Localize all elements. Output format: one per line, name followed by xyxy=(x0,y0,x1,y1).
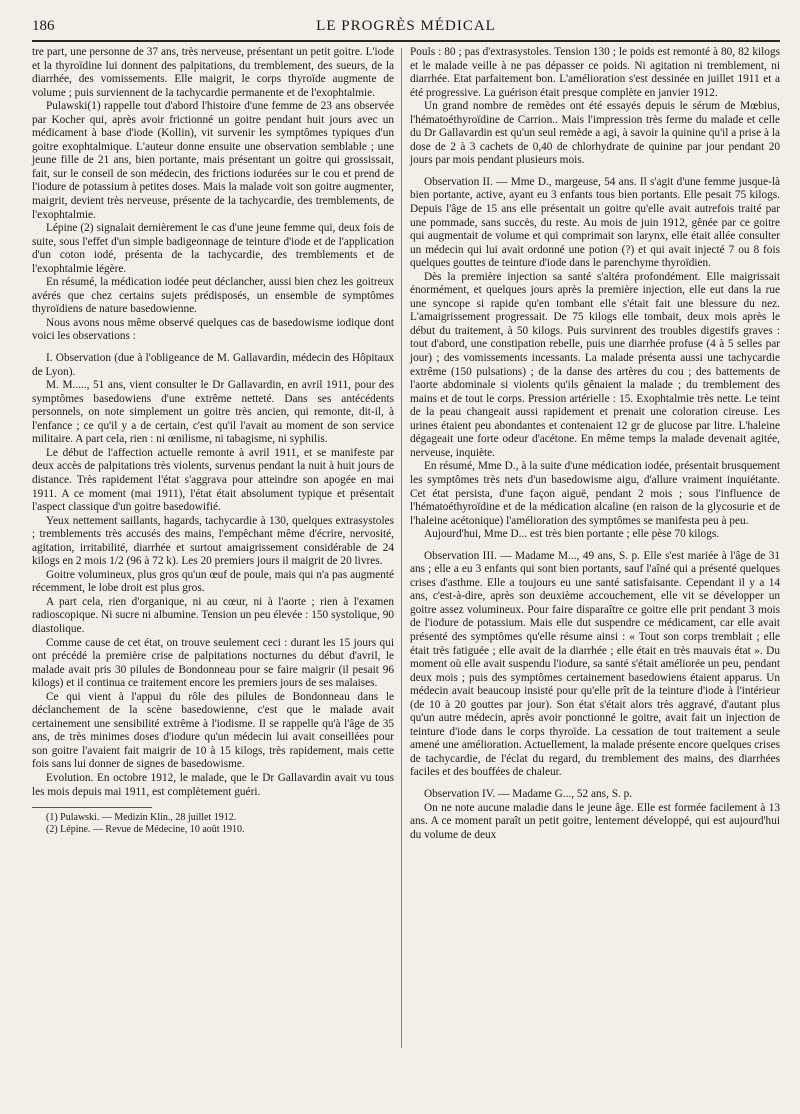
observation-2-heading: Observation II. — Mme D., margeuse, 54 ans. Il s'agit d'une femme jusque-là bien portante, active, ayant eu 3 enfants tous bien portants. Elle pesait 75 kilogs. Depuis l'âge de 15 ans elle présentait un goitre qu'elle avait autrefois traité par une pommade, sans succès, du reste. Au mois de juin 1912, gênée par ce goitre qui augmentait de volume et qui comprimait son larynx, elle était allée consulter un médecin qui lui avait ordonné une potion (?) et qui avait injecté 7 ou 8 fois quelques gouttes de teinture d'iode dans le parenchyme thyroïdien. xyxy=(410,175,780,270)
paragraph: Le début de l'affection actuelle remonte à avril 1911, et se manifeste par deux accès de palpitations très violents, survenus pendant la nuit à huit jours de distance. Très rapidement l'état s'aggrava pour atteindre son apogée en mai 1911. A ce moment (mai 1911), l'état était absolument typique et présentait l'aspect classique d'un goitre basedowifié. xyxy=(32,446,394,514)
paragraph: Yeux nettement saillants, hagards, tachycardie à 130, quelques extrasystoles ; tremblements très accusés des mains, l'empêchant même d'écrire, nervosité, agitation, irritabilité, diarrhée et surtout amaigrissement considérable de 24 kilogs en 2 mois 1/2 (96 à 72 k). Les 20 premiers jours il maigrit de 20 livres. xyxy=(32,514,394,568)
paragraph: En résumé, Mme D., à la suite d'une médication iodée, présentait brusquement les symptômes très nets d'un basedowisme aigu, d'allure vraiment inquiétante. Cet état persista, d'une façon aiguë, pendant 2 mois ; sous l'influence de l'hématoéthyroïdine et de la médication alcaline (en raison de la glycosurie et de l'haleine acétonique) l'amélioration des symptômes se manifesta peu à peu. xyxy=(410,460,780,527)
paragraph: Un grand nombre de remèdes ont été essayés depuis le sérum de Mœbius, l'hématoéthyroïdine de Carrion.. Mais l'impression très ferme du malade et celle du Dr Gallavardin est qu'un seul remède a agi, à savoir la quinine qu'il a prise à la dose de 2 à 3 cachets de 0,40 de chlorhydrate de quinine par jour pendant 20 jours par mois pendant plusieurs mois. xyxy=(410,100,780,167)
paragraph: tre part, une personne de 37 ans, très nerveuse, présentant un petit goitre. L'iode et la thyroïdine lui donnent des palpitations, du tremblement, des sueurs, de la diarrhée, des vomissements. Elle maigrit, le corps thyroïde augmente de volume ; puis surviennent de la tachycardie permanente et de l'exophtalmie. xyxy=(32,46,394,99)
paragraph: Dès la première injection sa santé s'altéra profondément. Elle maigrissait énormément, et quelques jours après la première injection, elle eut dans la rue une syncope si rapide qu'en tombant elle s'était fait une blessure du nez. L'amaigrissement progressait. De 75 kilogs elle tombait, deux mois après le début du traitement, à 50 kilogs. Puis survinrent des troubles digestifs graves : tout d'abord, une constipation rebelle, puis une diarrhée profuse (4 à 5 selles par jour) ; des vomissements incessants. La malade présenta aussi une tachycardie extrême (150 pulsations) ; de la danse des artères du cou ; des battements de l'aorte abdominale si violents qu'ils gênaient la malade ; du tremblement des mains et de tout le corps. Pression artérielle : 15. Exophtalmie très nette. Le teint de la peau changeait aussi rapidement et prenait une coloration cireuse. Les urines étaient peu abondantes et contenaient 12 gr de glucose par litre. L'haleine dégageait une forte odeur d'acétone. En même temps la malade devenait agitée, nerveuse, inquiète. xyxy=(410,270,780,459)
observation-1-heading: I. Observation (due à l'obligeance de M. Gallavardin, médecin des Hôpitaux de Lyon). xyxy=(32,352,394,378)
paragraph: En résumé, la médication iodée peut déclancher, aussi bien chez les goitreux avérés que chez certains sujets prédisposés, un ensemble de symptômes thyroïdiens de nature basedowienne. xyxy=(32,276,394,316)
observation-4-heading: Observation IV. — Madame G..., 52 ans, S. p. xyxy=(424,787,633,800)
right-column xyxy=(410,46,780,842)
paragraph: Aujourd'hui, Mme D... est très bien portante ; elle pèse 70 kilogs. xyxy=(424,528,720,541)
footnote: (2) Lépine. — Revue de Médecine, 10 août 1910. xyxy=(46,824,245,836)
page-number: 186 xyxy=(32,18,55,34)
journal-title: LE PROGRÈS MÉDICAL xyxy=(316,18,496,34)
paragraph: Ce qui vient à l'appui du rôle des pilules de Bondonneau dans le déclanchement de la scène basedowienne, c'est que le malade avait certainement une sensibilité extrême à l'iodisme. Il se rappelle qu'à l'âge de 35 ans, de très minimes doses d'iodure qu'un médecin lui avait conseillées pour son goitre l'avaient fait maigrir de 10 à 15 kilogs, très rapidement, mais cette fois sans lui donner de signes de basedowisme. xyxy=(32,690,394,771)
paragraph: Pulawski(1) rappelle tout d'abord l'histoire d'une femme de 23 ans observée par Kocher qui, après avoir frictionné un goitre pendant huit jours avec un médicament à base d'iode (Kollin), vit survenir les symptômes typiques d'un goitre exophtalmique. L'auteur donne ensuite une observation semblable ; une jeune fille de 21 ans, bien portante, mais présentant un goitre qui grossissait, fait, sur le conseil de son médecin, des frictions iodurées sur le cou et prend de l'iodure de potassium à petites doses. Mais la malade voit son goitre augmenter, maigrit, devient très nerveuse, présente de la tachycardie, des tremblements, de l'exophtalmie. xyxy=(32,100,394,221)
footnotes xyxy=(32,812,394,836)
column-divider xyxy=(401,48,402,1048)
paragraph: Lépine (2) signalait dernièrement le cas d'une jeune femme qui, deux fois de suite, sous l'effet d'un simple badigeonnage de teinture d'iode et de l'application d'un coton iodé, présenta de la tachycardie, des tremblements et de l'exophtalmie légère. xyxy=(32,222,394,275)
paragraph: Nous avons nous même observé quelques cas de basedowisme iodique dont voici les observations : xyxy=(32,316,394,343)
paragraph: Pouls : 80 ; pas d'extrasystoles. Tension 130 ; le poids est remonté à 80, 82 kilogs et le malade veille à ne pas dépasser ce poids. Ni agitation ni tremblement, ni diarrhée. Etat parfaitement bon. L'amélioration s'est dessinée en juillet 1911 et a été progressive. La guérison était presque complète en janvier 1912. xyxy=(410,46,780,99)
paragraph: Goitre volumineux, plus gros qu'un œuf de poule, mais qui n'a pas augmenté récemment, le lobe droit est plus gros. xyxy=(32,568,394,595)
footnote-rule xyxy=(32,807,152,808)
footnote: (1) Pulawski. — Medizin Klin., 28 juillet 1912. xyxy=(46,812,237,824)
paragraph: Evolution. En octobre 1912, le malade, que le Dr Gallavardin avait vu tous les mois depuis mai 1911, est complètement guéri. xyxy=(32,771,394,798)
paragraph: On ne note aucune maladie dans le jeune âge. Elle est formée facilement à 13 ans. A ce moment paraît un petit goitre, lentement développé, qui est aujourd'hui du volume de deux xyxy=(410,801,780,841)
page-header xyxy=(32,18,780,42)
paragraph: A part cela, rien d'organique, ni au cœur, ni à l'aorte ; rien à l'examen radioscopique. Ni sucre ni albumine. Tension un peu élevée : 150 systolique, 90 diastolique. xyxy=(32,595,394,635)
observation-3-heading: Observation III. — Madame M..., 49 ans, S. p. Elle s'est mariée à l'âge de 31 ans ; elle a eu 3 enfants qui sont bien portants, sauf l'aîné qui a présenté quelques crises d'asthme. Elle a toujours eu une santé satisfaisante. Cependant il y a 14 ans, c'est-à-dire, après son deuxième accouchement, elle vit se développer un goitre assez volumineux. Pour faire disparaître ce goitre elle prit pendant 3 mois de l'iodure de potassium. Mais elle dut suspendre ce médicament, car elle avait présenté des symptômes qu'elle résume ainsi : « Tout son corps tremblait ; elle était très fatiguée ; elle avait de la diarrhée ; elle était en très mauvais état ». Du moment où elle avait suspendu l'iodure, sa santé s'était améliorée un peu, pendant deux mois ; puis des symptômes certainement basedowiens étaient apparus. Un médecin avait beaucoup insisté pour qu'elle prît de la teinture d'iode à l'intérieur (de 10 à 20 gouttes par jour). Son état s'était alors très aggravé, d'autant plus qu'un autre médecin, après avoir ponctionné le goitre, avait fait un injection de teinture d'iode dans le corps thyroïde. La cessation de tout traitement a seule amené une amélioration. Actuellement, la malade présente encore quelques crises de tachycardie, de l'éclat du regard, du tremblement des mains, des diarrhées faciles et des bouffées de chaleur. xyxy=(410,549,780,779)
left-column xyxy=(32,46,394,836)
paragraph: Comme cause de cet état, on trouve seulement ceci : durant les 15 jours qui ont précédé la première crise de palpitations nocturnes du début d'avril, le malade avait pris 30 pilules de Bondonneau pour se faire maigrir (il pesait 96 kilogs) et il continua ce traitement encore les premiers jours de ses malaises. xyxy=(32,636,394,690)
paragraph: M. M....., 51 ans, vient consulter le Dr Gallavardin, en avril 1911, pour des symptômes basedowiens d'une extrême netteté. Dans ses antécédents personnels, on note simplement un goitre très ancien, qui remonte, dit-il, à l'enfance ; ce qu'il y a de certain, c'est qu'il l'avait au moment de son service militaire. A part cela, rien : ni œnilisme, ni tabagisme, ni syphilis. xyxy=(32,379,394,446)
